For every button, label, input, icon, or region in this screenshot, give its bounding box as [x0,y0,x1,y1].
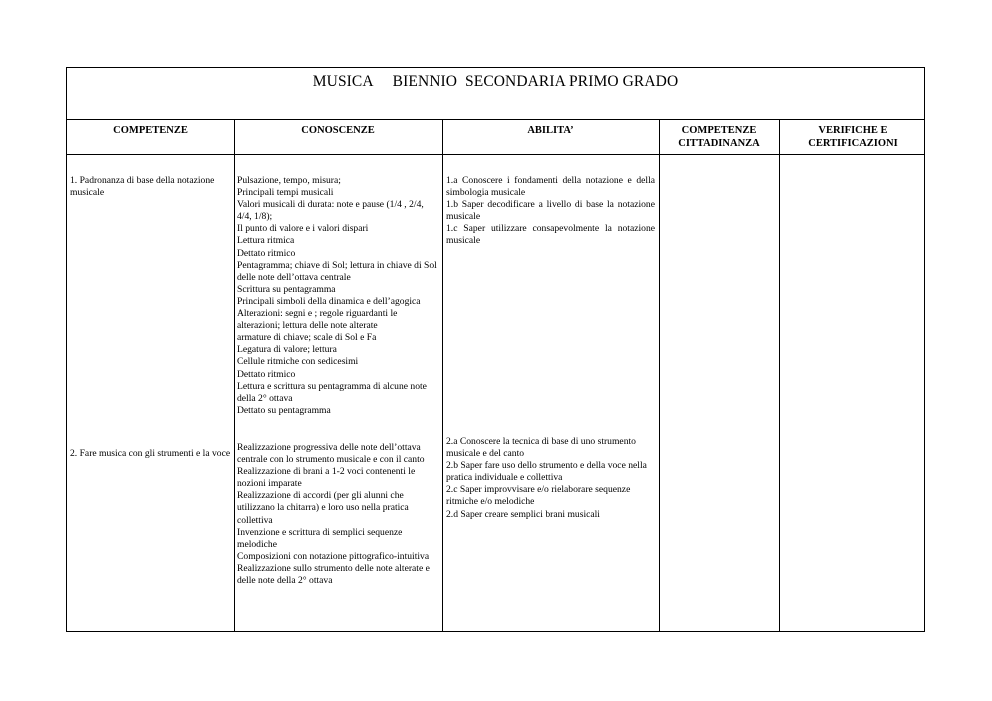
abilita-item: 2.c Saper improvvisare e/o rielaborare sequenze ritmiche e/o melodiche [446,484,631,508]
abilita-item: 2.d Saper creare semplici brani musicali [446,508,600,520]
abilita-item: 1.a Conoscere i fondamenti della notazione e della simbologia musicale [446,175,655,199]
header-conoscenze: CONOSCENZE [301,125,375,136]
title-row [67,68,924,120]
conoscenze-list-1 [237,175,437,417]
column-divider [234,120,235,631]
conoscenza-item: Pulsazione, tempo, misura; [237,175,341,186]
conoscenza-item: Dettato ritmico [237,368,296,380]
conoscenza-item: Realizzazione di accordi (per gli alunni che utilizzano la chitarra) e loro uso nella pratica collettiva [237,490,409,526]
header-verifiche: VERIFICHE E CERTIFICAZIONI [808,125,898,149]
abilita-item: 1.c Saper utilizzare consapevolmente la notazione musicale [446,223,655,247]
conoscenza-item: Dettato su pentagramma [237,404,331,416]
header-divider [67,154,924,155]
conoscenza-item: Realizzazione di brani a 1-2 voci contenenti le nozioni imparate [237,466,416,490]
competenza-1: 1. Padronanza di base della notazione musicale [70,175,215,199]
conoscenza-item: Principali simboli della dinamica e dell’agogica [237,295,421,307]
abilita-list-1 [446,175,655,248]
curriculum-table [66,67,925,632]
header-competenze-cittadinanza: COMPETENZE CITTADINANZA [678,125,760,149]
abilita-list-2 [446,436,655,521]
competenza-2: 2. Fare musica con gli strumenti e la voce [70,448,231,459]
column-divider [779,120,780,631]
conoscenza-item: Alterazioni: segni e ; regole riguardanti le alterazioni; lettura delle note alterate [237,308,398,332]
conoscenza-item: Realizzazione progressiva delle note dell’ottava centrale con lo strumento musicale e con il canto [237,442,425,466]
conoscenza-item: Pentagramma; chiave di Sol; lettura in chiave di Sol delle note dell’ottava centrale [237,259,437,283]
abilita-item: 2.b Saper fare uso dello strumento e della voce nella pratica individuale e collettiva [446,460,647,484]
page-title: MUSICA BIENNIO SECONDARIA PRIMO GRADO [312,73,679,90]
header-competenze: COMPETENZE [113,125,188,136]
conoscenza-item: Lettura e scrittura su pentagramma di alcune note della 2° ottava [237,380,427,404]
conoscenza-item: Cellule ritmiche con sedicesimi [237,356,359,368]
conoscenza-item: Il punto di valore e i valori dispari [237,223,369,235]
abilita-item: 2.a Conoscere la tecnica di base di uno strumento musicale e del canto [446,436,636,460]
conoscenza-item: Lettura ritmica [237,235,295,247]
column-divider [442,120,443,631]
conoscenza-item: armature di chiave; scale di Sol e Fa [237,332,377,344]
conoscenza-item: Principali tempi musicali [237,187,334,199]
header-abilita: ABILITA’ [527,125,574,136]
abilita-item: 1.b Saper decodificare a livello di base la notazione musicale [446,199,655,223]
column-divider [659,120,660,631]
conoscenza-item: Composizioni con notazione pittografico-intuitiva [237,550,430,562]
conoscenza-item: Scrittura su pentagramma [237,283,336,295]
conoscenza-item: Valori musicali di durata: note e pause (1/4 , 2/4, 4/4, 1/8); [237,199,424,223]
conoscenze-list-2 [237,442,437,587]
conoscenza-item: Invenzione e scrittura di semplici sequenze melodiche [237,526,403,550]
conoscenza-item: Legatura di valore; lettura [237,344,337,356]
conoscenza-item: Realizzazione sullo strumento delle note alterate e delle note della 2° ottava [237,562,430,587]
conoscenza-item: Dettato ritmico [237,247,296,259]
